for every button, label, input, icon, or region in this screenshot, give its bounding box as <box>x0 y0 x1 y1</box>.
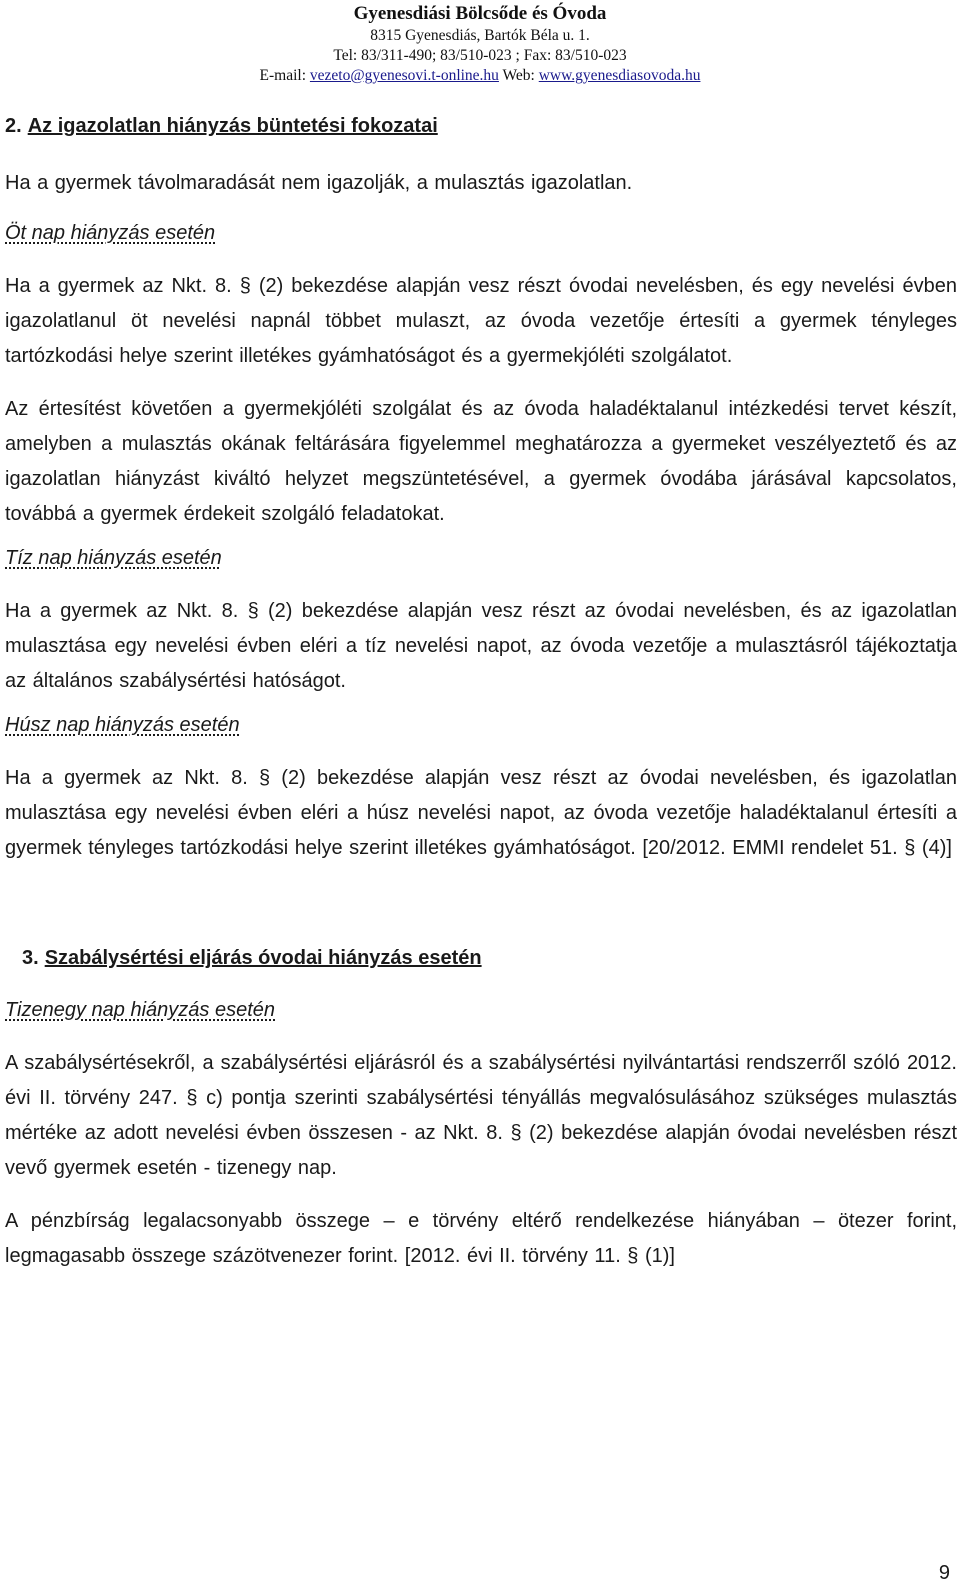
ten-day-paragraph: Ha a gyermek az Nkt. 8. § (2) bekezdése alapján vesz részt az óvodai nevelésben, és az igazolatlan mulasztása egy nevelési évben eléri a tíz nevelési napot, az óvoda vezetője a mulasztásról tájékoztatja az általános szabálysértési hatóságot. <box>5 600 957 692</box>
five-day-subheading: Öt nap hiányzás esetén <box>5 222 216 244</box>
section-3-heading <box>5 944 957 972</box>
eleven-day-paragraph-1: A szabálysértésekről, a szabálysértési eljárásról és a szabálysértési nyilvántartási rendszerről szóló 2012. évi II. törvény 247. § c) pontja szerinti szabálysértési tényállás megvalósulásához szükséges mulasztás mértéke az adott nevelési évben összesen - az Nkt. 8. § (2) bekezdése alapján óvodai nevelésben részt vevő gyermek esetén - tizenegy nap. <box>5 1052 957 1179</box>
document-body <box>5 112 957 1274</box>
institution-contact <box>0 66 960 86</box>
email-label: E-mail: <box>259 67 310 84</box>
email-link[interactable]: vezeto@gyenesovi.t-online.hu <box>309 67 499 84</box>
letterhead <box>0 2 960 86</box>
section-3-title: Szabálysértési eljárás óvodai hiányzás esetén <box>44 947 482 969</box>
page-number: 9 <box>938 1562 950 1584</box>
ten-day-subheading: Tíz nap hiányzás esetén <box>5 547 222 569</box>
eleven-day-paragraph-2: A pénzbírság legalacsonyabb összege – e törvény eltérő rendelkezése hiányában – ötezer forint, legmagasabb összege százötvenezer forint. [2012. évi II. törvény 11. § (1)] <box>5 1210 957 1267</box>
section-2-intro: Ha a gyermek távolmaradását nem igazolják, a mulasztás igazolatlan. <box>5 172 633 194</box>
eleven-day-subheading: Tizenegy nap hiányzás esetén <box>5 999 275 1021</box>
web-label: Web: <box>498 67 539 84</box>
five-day-paragraph-2: Az értesítést követően a gyermekjóléti szolgálat és az óvoda haladéktalanul intézkedési tervet készít, amelyben a mulasztás okának feltárására figyelemmel meghatározza a gyermeket veszélyeztető és az igazolatlan hiányzást kiváltó helyzet megszüntetésével, a gyermek óvodába járásával kapcsolatos, továbbá a gyermek érdekeit szolgáló feladatokat. <box>5 398 957 525</box>
web-link[interactable]: www.gyenesdiasovoda.hu <box>538 67 701 84</box>
institution-phone: Tel: 83/311-490; 83/510-023 ; Fax: 83/510-023 <box>333 47 627 64</box>
twenty-day-subheading: Húsz nap hiányzás esetén <box>5 714 240 736</box>
institution-address: 8315 Gyenesdiás, Bartók Béla u. 1. <box>370 27 590 44</box>
five-day-paragraph-1: Ha a gyermek az Nkt. 8. § (2) bekezdése alapján vesz részt óvodai nevelésben, és egy nevelési évben igazolatlanul öt nevelési napnál többet mulaszt, az óvoda vezetője értesíti a gyermek tényleges tartózkodási helye szerint illetékes gyámhatóságot és a gyermekjóléti szolgálatot. <box>5 275 957 367</box>
institution-name: Gyenesdiási Bölcsőde és Óvoda <box>353 3 607 24</box>
twenty-day-paragraph: Ha a gyermek az Nkt. 8. § (2) bekezdése alapján vesz részt az óvodai nevelésben, és igazolatlan mulasztása egy nevelési évben eléri a húsz nevelési napot, az óvoda vezetője haladéktalanul értesíti a gyermek tényleges tartózkodási helye szerint illetékes gyámhatóságot. [20/2012. EMMI rendelet 51. § (4)] <box>5 767 957 859</box>
section-3-number: 3. <box>22 947 39 969</box>
section-2-number: 2. <box>5 115 22 137</box>
section-2-heading <box>5 112 957 142</box>
section-2-title: Az igazolatlan hiányzás büntetési fokozatai <box>27 115 438 137</box>
